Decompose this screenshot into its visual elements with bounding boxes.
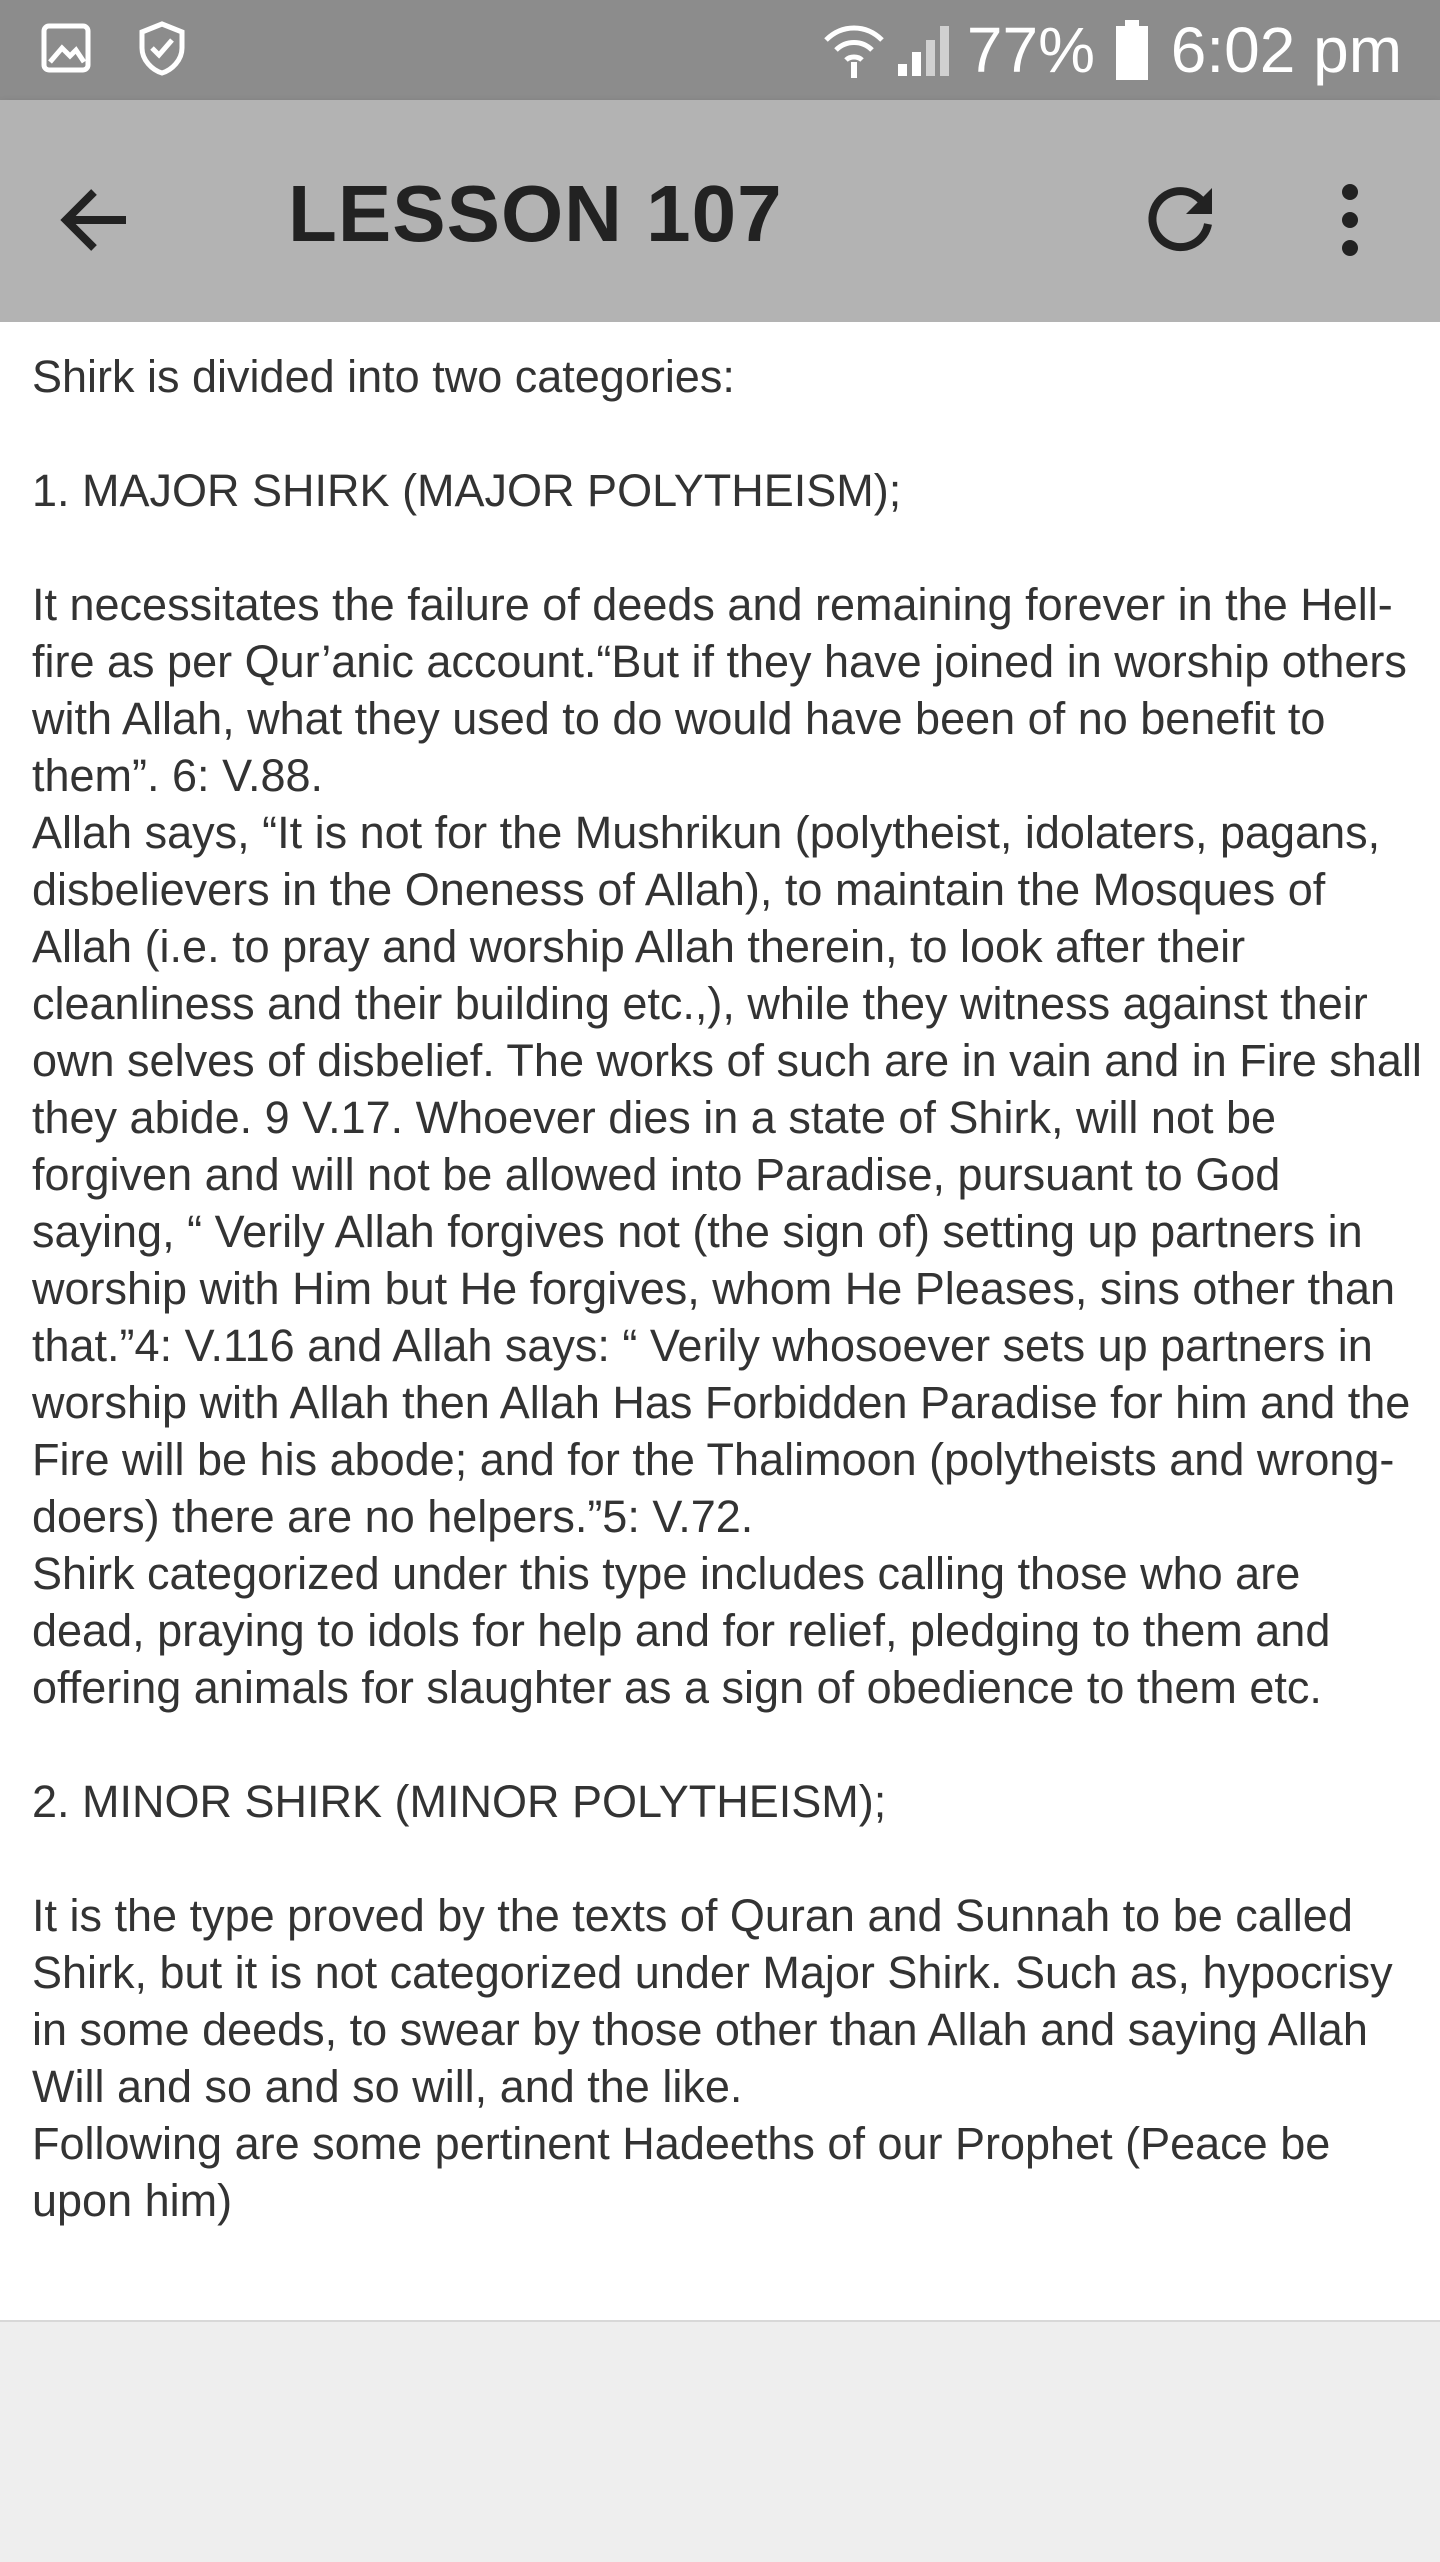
lesson-content[interactable] [0, 322, 1440, 2320]
intro-paragraph: Shirk is divided into two categories: [32, 351, 735, 402]
bottom-empty-area [0, 2320, 1440, 2562]
more-vert-icon [1330, 180, 1370, 260]
refresh-icon [1142, 180, 1222, 260]
battery-percent: 77% [966, 14, 1095, 86]
wifi-icon [822, 20, 886, 80]
overflow-menu-button[interactable] [1302, 172, 1398, 268]
major-shirk-paragraph-2: Allah says, “It is not for the Mushrikun (polytheist, idolaters, pagans, disbelievers in the Oneness of Allah), to maintain the Mosques of Allah (i.e. to pray and worship Allah therein, to look after their cleanliness and their building etc.,), while they witness against their own selves of disbelief. The works of such are in vain and in Fire shall they abide. 9 V.17. Whoever dies in a state of Shirk, will not be forgiven and will not be allowed into Paradise, pursuant to God saying, “ Verily Allah forgives not (the sign of) setting up partners in worship with Him but He forgives, whom He Pleases, sins other than that.”4: V.116 and Allah says: “ Verily whosoever sets up partners in worship with Allah then Allah Has Forbidden Paradise for him and the Fire will be his abode; and for the Thalimoon (polytheists and wrong-doers) there are no helpers.”5: V.72. [32, 807, 1422, 1542]
arrow-left-icon [56, 180, 136, 260]
minor-shirk-paragraph-1: It is the type proved by the texts of Quran and Sunnah to be called Shirk, but it is not categorized under Major Shirk. Such as, hypocrisy in some deeds, to swear by those other than Allah and saying Allah Will and so and so will, and the like. [32, 1890, 1393, 2112]
back-button[interactable] [48, 172, 144, 268]
major-shirk-paragraph-1: It necessitates the failure of deeds and remaining forever in the Hell-fire as per Qur’anic account.“But if they have joined in worship others with Allah, what they used to do would have been of no benefit to them”. 6: V.88. [32, 579, 1407, 801]
major-shirk-paragraph-3: Shirk categorized under this type includes calling those who are dead, praying to idols for help and for relief, pledging to them and offering animals for slaughter as a sign of obedience to them etc. [32, 1548, 1331, 1713]
minor-shirk-heading: 2. MINOR SHIRK (MINOR POLYTHEISM); [32, 1776, 887, 1827]
page-title: LESSON 107 [288, 169, 783, 258]
refresh-button[interactable] [1134, 172, 1230, 268]
battery-icon [1112, 18, 1152, 82]
shield-check-icon [134, 20, 190, 76]
status-bar [0, 0, 1440, 100]
major-shirk-heading: 1. MAJOR SHIRK (MAJOR POLYTHEISM); [32, 465, 902, 516]
minor-shirk-paragraph-2: Following are some pertinent Hadeeths of our Prophet (Peace be upon him) [32, 2118, 1331, 2226]
app-bar [0, 100, 1440, 322]
clock: 6:02 pm [1170, 14, 1402, 86]
lesson-text [32, 348, 1422, 2229]
gallery-icon [38, 20, 94, 76]
signal-icon [894, 20, 954, 80]
